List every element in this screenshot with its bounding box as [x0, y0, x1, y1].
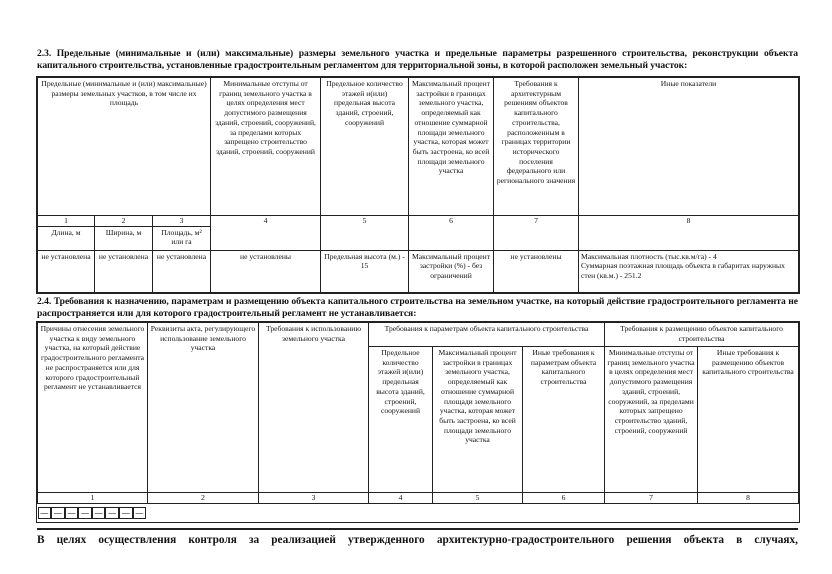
col-number-1: 1 [38, 493, 148, 504]
header-setbacks: Минимальные отступы от границ земельного участка в целях определения мест допустимого размещения зданий, строений, сооружений, за пределами которых запрещено строительство зданий, строений, сооружений [211, 78, 321, 216]
header-other-placement: Иные требования к размещению объектов капитального строительства [698, 347, 799, 493]
value-2: — [51, 507, 65, 519]
header-coverage: Максимальный процент застройки в границах земельного участка, определяемый как отношение суммарной площади земельного участка, которая может быть застроена, ко всей площади земельного участка [433, 347, 523, 493]
value-architecture: не установлены [494, 250, 579, 292]
header-floors-height: Предельное количество этажей и(или) предельная высота зданий, строений, сооружений [321, 78, 409, 216]
section-2-3-heading: 2.3. Предельные (минимальные и (или) максимальные) размеры земельного участка и предельные параметры разрешенного строительства, реконструкции объекта капитального строительства, установленные градостроительным регламентом для территориальной зоны, в которой расположен земельный участок: [37, 48, 798, 71]
header-group-placement: Требования к размещению объектов капитального строительства [605, 323, 799, 347]
value-6: — [105, 507, 119, 519]
section-divider [37, 528, 798, 530]
subheader-length: Длина, м [38, 226, 95, 250]
header-act-details: Реквизиты акта, регулирующего использование земельного участка [148, 323, 259, 493]
value-other [579, 250, 799, 292]
col-number-3: 3 [259, 493, 369, 504]
col-number-2: 2 [148, 493, 259, 504]
col-number-8: 8 [579, 216, 799, 251]
col-number-4: 4 [211, 216, 321, 251]
table-row [38, 503, 799, 522]
value-3: — [65, 507, 79, 519]
col-number-7: 7 [605, 493, 698, 504]
value-8: — [133, 507, 147, 519]
header-setbacks: Минимальные отступы от границ земельного участка в целях определения мест допустимого размещения зданий, строений, сооружений, за пределами которых запрещено строительство зданий, строений, сооружений [605, 347, 698, 493]
col-number-5: 5 [433, 493, 523, 504]
value-area: не установлена [153, 250, 211, 292]
value-4: — [78, 507, 92, 519]
other-density: Максимальная плотность (тыс.кв.м/га) - 4 [581, 251, 717, 261]
value-1: — [38, 507, 52, 519]
subheader-width: Ширина, м [95, 226, 153, 250]
col-number-6: 6 [523, 493, 605, 504]
col-number-3: 3 [153, 216, 211, 227]
col-number-4: 4 [369, 493, 433, 504]
value-5: — [92, 507, 106, 519]
header-other: Иные показатели [579, 78, 799, 216]
value-7: — [119, 507, 133, 519]
value-height: Предельная высота (м.) - 15 [321, 250, 409, 292]
value-setbacks: не установлены [211, 250, 321, 292]
table-2-3 [37, 77, 799, 293]
col-number-8: 8 [698, 493, 799, 504]
header-land-use: Требования к использованию земельного участка [259, 323, 369, 493]
other-floor-area: Суммарная поэтажная площадь объекта в габаритах наружных стен (кв.м.) - 251.2 [581, 261, 785, 281]
table-row [38, 250, 799, 292]
col-number-2: 2 [95, 216, 153, 227]
header-plot-sizes: Предельные (минимальные и (или) максимальные) размеры земельных участков, в том числе их площадь [38, 78, 211, 216]
col-number-1: 1 [38, 216, 95, 227]
col-number-7: 7 [494, 216, 579, 251]
header-reasons: Причины отнесения земельного участка к виду земельного участка, на который действие градостроительного регламента не распространяется или для которого градостроительный регламент не устанавливается [38, 323, 148, 493]
subheader-area: Площадь, м² или га [153, 226, 211, 250]
header-architecture: Требования к архитектурным решениям объектов капитального строительства, расположенным в границах территории исторического поселения федерального или регионального значения [494, 78, 579, 216]
col-number-6: 6 [409, 216, 494, 251]
table-2-4 [37, 322, 799, 522]
header-group-parameters: Требования к параметрам объекта капитального строительства [369, 323, 605, 347]
section-2-4-heading: 2.4. Требования к назначению, параметрам и размещению объекта капитального строительства на земельном участке, на который действие градостроительного регламента не распространяется или для которого градостроительный регламент не устанавливается: [37, 296, 798, 319]
value-width: не установлена [95, 250, 153, 292]
col-number-5: 5 [321, 216, 409, 251]
value-length: не установлена [38, 250, 95, 292]
value-coverage: Максимальный процент застройки (%) - без ограничений [409, 250, 494, 292]
header-floors-height: Предельное количество этажей и(или) предельная высота зданий, строений, сооружений [369, 347, 433, 493]
header-other-params: Иные требования к параметрам объекта капитального строительства [523, 347, 605, 493]
trailing-paragraph: В целях осуществления контроля за реализацией утвержденного архитектурно-градостроительного решения объекта в случаях, [37, 534, 798, 546]
header-coverage: Максимальный процент застройки в границах земельного участка, определяемый как отношение суммарной площади земельного участка, которая может быть застроена, ко всей площади земельного участка [409, 78, 494, 216]
